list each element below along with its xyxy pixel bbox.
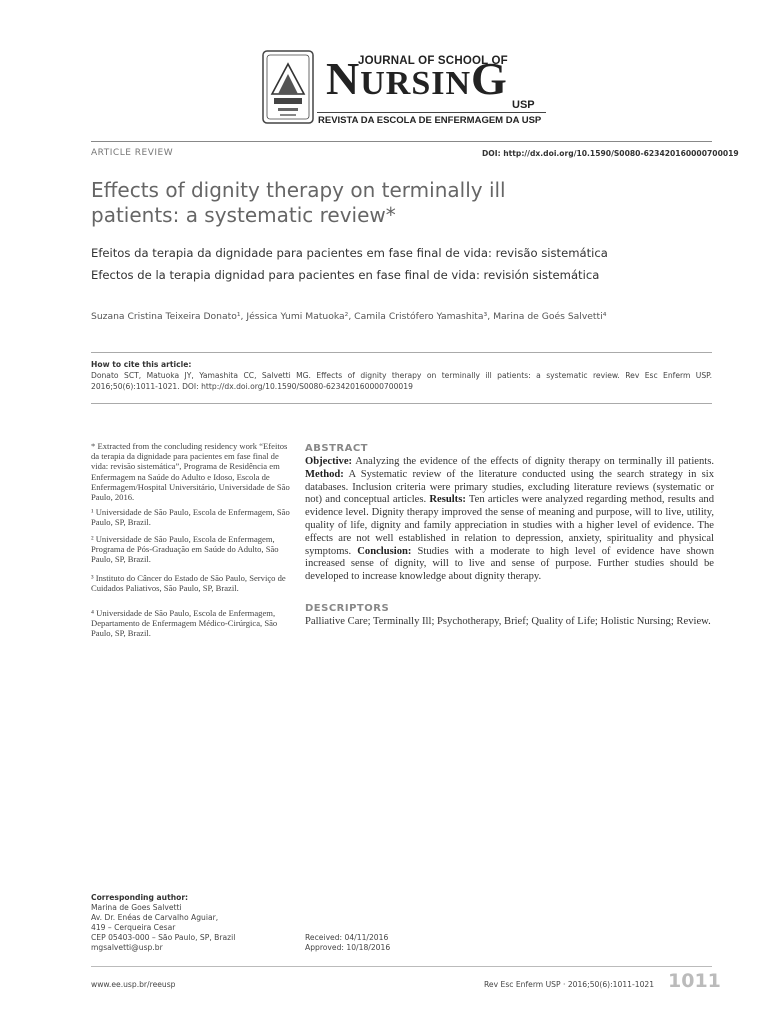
footnote-affiliation-4: ⁴ Universidade de São Paulo, Escola de Enfermagem, Departamento de Enfermagem Médico-Cirúrgica, São Paulo, SP, Brazil. [91, 608, 278, 639]
objective-text: Analyzing the evidence of the effects of dignity therapy on terminally ill patients. [352, 456, 714, 467]
results-text: Ten articles were analyzed regarding method, results and evidence level. Dignity therapy improved the sense of meaning and purpose, will to live, utility, quality of life, dignity and family appreciation in studies with a higher level of evidence. The effects are not well established in relation to depression, anxiety, spirituality and physical symptoms. [305, 494, 714, 557]
corresponding-author-label: Corresponding author: [91, 893, 189, 902]
descriptors-heading: DESCRIPTORS [305, 603, 390, 614]
masthead-divider [317, 112, 546, 113]
page-number: 1011 [668, 970, 721, 992]
footnote-affiliation-3: ³ Instituto do Câncer do Estado de São Paulo, Serviço de Cuidados Paliativos, São Paulo, SP, Brazil. [91, 573, 286, 594]
footer-url-link[interactable]: www.ee.usp.br/reeusp [91, 980, 176, 989]
footer-divider [91, 966, 712, 967]
article-title-spanish: Efectos de la terapia dignidad para pacientes en fase final de vida: revisión sistemática [91, 268, 600, 282]
article-title: Effects of dignity therapy on terminally ill patients: a systematic review* [91, 178, 506, 227]
method-label: Method: [305, 468, 344, 480]
received-date: Received: 04/11/2016 [305, 933, 389, 942]
corresponding-address-line: Av. Dr. Enéas de Carvalho Aguiar, [91, 913, 219, 922]
citation-divider-top [91, 352, 712, 353]
university-seal-icon [262, 50, 314, 124]
footnote-affiliation-1: ¹ Universidade de São Paulo, Escola de Enfermagem, São Paulo, SP, Brazil. [91, 507, 290, 528]
footer-citation: Rev Esc Enferm USP · 2016;50(6):1011-1021 [484, 980, 655, 989]
abstract-heading: ABSTRACT [305, 443, 368, 454]
footnote-origin: * Extracted from the concluding residency work “Efeitos da terapia da dignidade para pacientes em fase final de vida: revisão sistemática”, Programa de Residência em Enfermagem na Saúde do Adulto e Idoso, Escola de Enfermagem/Hospital Universitário, Universidade de São Paulo, 2016. [91, 441, 290, 503]
journal-name: NURSING [326, 53, 508, 104]
citation-text: Donato SCT, Matuoka JY, Yamashita CC, Salvetti MG. Effects of dignity therapy on terminally ill patients: a systematic review. Rev Esc Enferm USP. 2016;50(6):1011-1021. DOI: http://dx.doi.org/10.1590/S0080-623420160000700019 [91, 371, 712, 391]
corresponding-name: Marina de Goes Salvetti [91, 903, 182, 912]
corresponding-address-line: 419 – Cerqueira Cesar [91, 923, 176, 932]
abstract-body [305, 456, 714, 584]
descriptors-text: Palliative Care; Terminally Ill; Psychotherapy, Brief; Quality of Life; Holistic Nursing; Review. [305, 616, 711, 627]
method-text: A Systematic review of the literature conducted using the search strategy in six databases. Inclusion criteria were primary studies, excluding literature reviews (systematic or not) and conceptual articles. [305, 468, 714, 506]
corresponding-email[interactable]: mgsalvetti@usp.br [91, 943, 163, 952]
approved-date: Approved: 10/18/2016 [305, 943, 391, 952]
corresponding-address-line: CEP 05403-000 – São Paulo, SP, Brazil [91, 933, 236, 942]
results-label: Results: [429, 494, 466, 506]
journal-subtitle: REVISTA DA ESCOLA DE ENFERMAGEM DA USP [318, 115, 542, 126]
journal-usp-label: USP [512, 99, 535, 111]
footnote-affiliation-2: ² Universidade de São Paulo, Escola de Enfermagem, Programa de Pós-Graduação em Saúde do Adulto, São Paulo, SP, Brazil. [91, 534, 279, 565]
article-title-portuguese: Efeitos da terapia da dignidade para pacientes em fase final de vida: revisão sistemática [91, 246, 608, 260]
conclusion-label: Conclusion: [357, 545, 412, 557]
article-type: ARTICLE REVIEW [91, 148, 174, 158]
objective-label: Objective: [305, 456, 353, 467]
conclusion-text: Studies with a moderate to high level of evidence have shown increased sense of dignity, will to live and sense of purpose. Further studies should be developed to increase knowledge about dignity therapy. [305, 545, 714, 583]
header-divider [91, 141, 712, 142]
author-list: Suzana Cristina Teixeira Donato¹, Jéssica Yumi Matuoka², Camila Cristófero Yamashita³, Marina de Goés Salvetti⁴ [91, 311, 607, 322]
citation-divider-bottom [91, 403, 712, 404]
doi-link[interactable]: DOI: http://dx.doi.org/10.1590/S0080-623420160000700019 [482, 149, 739, 158]
journal-top-label: JOURNAL OF SCHOOL OF [358, 55, 508, 67]
citation-label: How to cite this article: [91, 360, 192, 369]
